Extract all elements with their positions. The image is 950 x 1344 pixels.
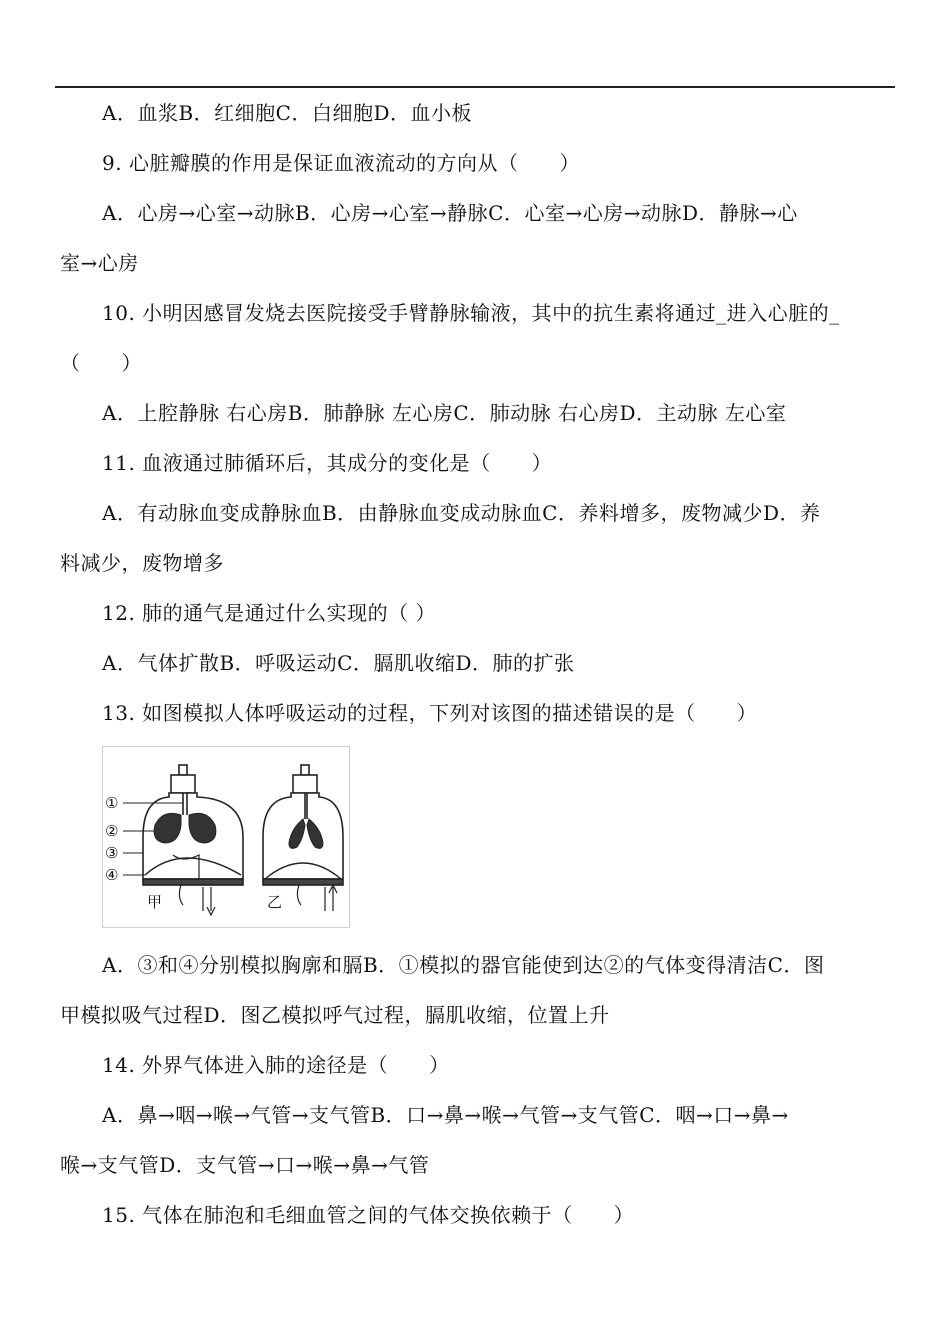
q14-stem: 14. 外界气体进入肺的途径是（ ） — [102, 1053, 450, 1077]
q11-options-cont: 料减少，废物增多 — [60, 551, 224, 575]
q14-options-cont: 喉→支气管D．支气管→口→喉→鼻→气管 — [60, 1153, 430, 1177]
caption-right: 乙 — [267, 893, 283, 911]
q9-options: A．心房→心室→动脉B．心房→心室→静脉C．心室→心房→动脉D．静脉→心 — [102, 201, 798, 225]
label-2: ② — [105, 822, 119, 840]
q9-options-cont: 室→心房 — [60, 251, 139, 275]
q12-stem: 12. 肺的通气是通过什么实现的（ ） — [102, 601, 437, 625]
q11-stem: 11. 血液通过肺循环后，其成分的变化是（ ） — [102, 451, 553, 475]
q9-stem: 9. 心脏瓣膜的作用是保证血液流动的方向从（ ） — [102, 151, 580, 175]
q14-options: A．鼻→咽→喉→气管→支气管B．口→鼻→喉→气管→支气管C．咽→口→鼻→ — [102, 1103, 789, 1127]
breathing-model-figure — [102, 746, 350, 928]
q10-stem-cont: （ ） — [60, 351, 142, 375]
q13-stem: 13. 如图模拟人体呼吸运动的过程，下列对该图的描述错误的是（ ） — [102, 701, 758, 725]
q15-stem: 15. 气体在肺泡和毛细血管之间的气体交换依赖于（ ） — [102, 1203, 635, 1227]
breathing-model-drawing — [103, 747, 349, 927]
jar-right — [263, 765, 343, 911]
q10-stem: 10. 小明因感冒发烧去医院接受手臂静脉输液，其中的抗生素将通过_进入心脏的_ — [102, 301, 840, 325]
q8-options: A．血浆B．红细胞C．白细胞D．血小板 — [102, 101, 472, 125]
label-1: ① — [105, 794, 119, 812]
caption-left: 甲 — [147, 893, 163, 911]
q11-options: A．有动脉血变成静脉血B．由静脉血变成动脉血C．养料增多，废物减少D．养 — [102, 501, 821, 525]
q13-options-cont: 甲模拟吸气过程D．图乙模拟呼气过程，膈肌收缩，位置上升 — [60, 1003, 610, 1027]
q10-options: A．上腔静脉 右心房B．肺静脉 左心房C．肺动脉 右心房D．主动脉 左心室 — [102, 401, 787, 425]
label-4: ④ — [105, 866, 119, 884]
document-body — [60, 88, 895, 1240]
label-3: ③ — [105, 844, 119, 862]
q13-options: A．③和④分别模拟胸廓和膈B．①模拟的器官能使到达②的气体变得清洁C．图 — [102, 953, 825, 977]
q12-options: A．气体扩散B．呼吸运动C．膈肌收缩D．肺的扩张 — [102, 651, 575, 675]
